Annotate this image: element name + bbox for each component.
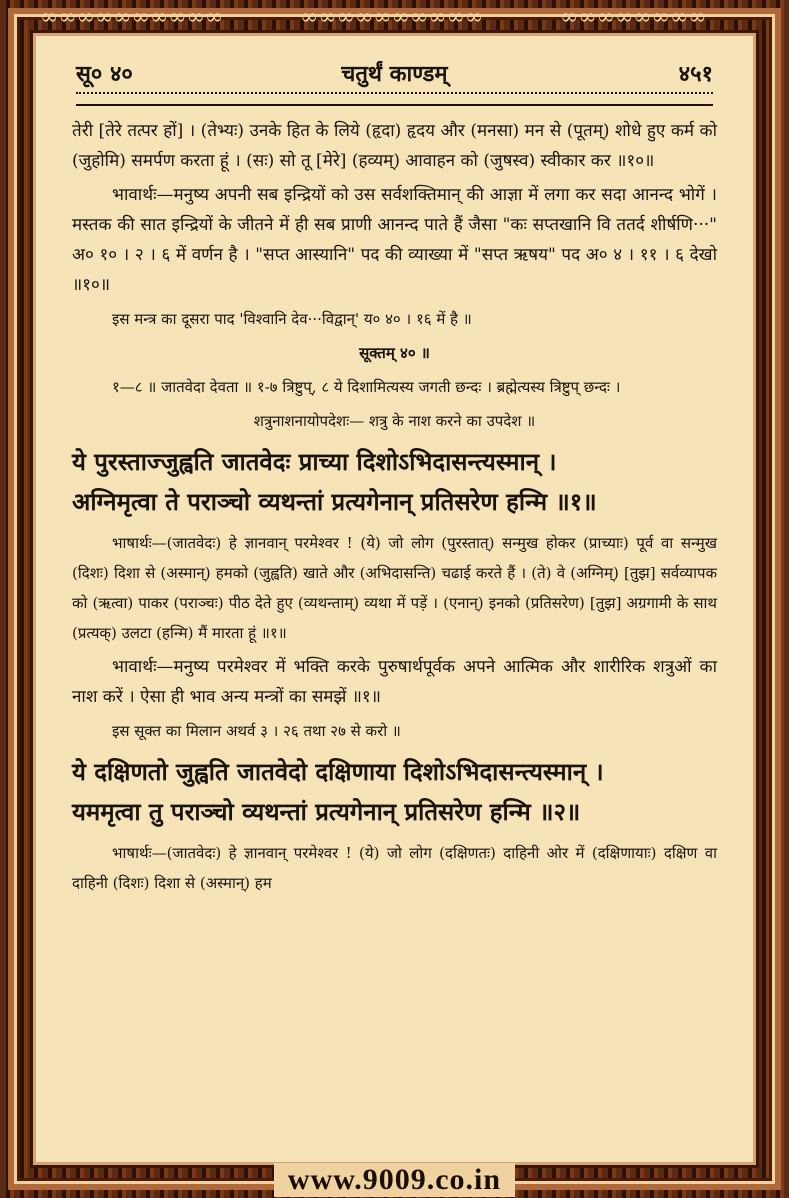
bhavartha-paragraph: भावार्थः—मनुष्य परमेश्वर में भक्ति करके पुरुषार्थपूर्वक अपने आत्मिक और शारीरिक शत्रुओं का नाश करें । ऐसा ही भाव अन्य मन्त्रों का समझें ॥१॥ bbox=[72, 657, 717, 707]
sukta-heading: सूक्तम् ४० ॥ bbox=[359, 344, 430, 362]
mantra-line: यममृत्वा तु पराञ्चो व्यथन्तां प्रत्यगेनान् प्रतिसरेण हन्मि ॥२॥ bbox=[72, 797, 581, 826]
sukta-number: सू० ४० bbox=[76, 61, 133, 87]
upadesha-heading: शत्रुनाशनायोपदेशः— शत्रु के नाश करने का उपदेश ॥ bbox=[253, 412, 536, 430]
mantra-1 bbox=[72, 442, 717, 522]
page-body bbox=[72, 116, 717, 902]
footer-band bbox=[0, 1162, 789, 1198]
bhavartha-paragraph: भावार्थः—मनुष्य अपनी सब इन्द्रियों को उस सर्वशक्तिमान् की आज्ञा में लगा कर सदा आनन्द भोगें । मस्तक की सात इन्द्रियों के जीतने में ही सब प्राणी आनन्द पाते हैं जैसा "कः सप्तखानि वि ततर्द शीर्षणि···" अ० १० । २ । ६ में वर्णन है । "सप्त आस्यानि" पद की व्याख्या में "सप्त ऋषय" पद अ० ४ । ११ । ६ देखो ॥१०॥ bbox=[72, 185, 717, 295]
kanda-title: चतुर्थं काण्डम् bbox=[341, 61, 448, 87]
page-number: ४५१ bbox=[678, 61, 713, 87]
website-link[interactable]: www.9009.co.in bbox=[274, 1163, 515, 1197]
mantra-2 bbox=[72, 752, 717, 832]
bhashartha-paragraph: भाषार्थः—(जातवेदः) हे ज्ञानवान् परमेश्वर ! (ये) जो लोग (पुरस्तात्) सन्मुख होकर (प्राच्याः) पूर्व वा सन्मुख (दिशः) दिशा से (अस्मान्) हमको (जुह्वति) खाते और (अभिदासन्ति) चढाई करते हैं । (ते) वे (अग्निम्) [तुझ] सर्वव्यापक को (ऋत्वा) पाकर (पराञ्चः) पीठ देते हुए (व्यथन्ताम्) व्यथा में पड़ें । (एनान्) इनको (प्रतिसरेण) [तुझ] अग्रगामी के साथ (प्रत्यक्) उलटा (हन्मि) मैं मारता हूं ॥१॥ bbox=[72, 534, 717, 642]
note-paragraph: इस सूक्त का मिलान अथर्व ३ । २६ तथा २७ से करो ॥ bbox=[112, 722, 401, 740]
scroll-ornament-icon: ∞∞∞∞∞∞∞∞∞∞ bbox=[300, 5, 484, 30]
scroll-ornament-icon: ∞∞∞∞∞∞∞∞∞∞ bbox=[40, 5, 224, 30]
header-rule bbox=[76, 92, 713, 106]
book-page bbox=[36, 36, 753, 1162]
mantra-line: ये पुरस्ताज्जुह्वति जातवेदः प्राच्या दिशोऽभिदासन्त्यस्मान् । bbox=[72, 447, 557, 476]
note-paragraph: इस मन्त्र का दूसरा पाद 'विश्वानि देव···विद्वान्' य० ४० । १६ में है ॥ bbox=[112, 310, 472, 328]
top-ornament-band bbox=[0, 0, 789, 36]
devata-chhanda-paragraph: १—८ ॥ जातवेदा देवता ॥ १-७ त्रिष्टुप्, ८ ये दिशामित्यस्य जगती छन्दः । ब्रह्मेत्यस्य त्रिष्टुप् छन्दः । bbox=[112, 378, 621, 396]
scroll-ornament-icon: ∞∞∞∞∞∞∞∞ bbox=[560, 5, 707, 30]
bhashartha-paragraph: भाषार्थः—(जातवेदः) हे ज्ञानवान् परमेश्वर ! (ये) जो लोग (दक्षिणतः) दाहिनी ओर में (दक्षिणायाः) दक्षिण वा दाहिनी (दिशः) दिशा से (अस्मान्) हम bbox=[72, 844, 717, 892]
page-header bbox=[76, 50, 713, 92]
paragraph: तेरी [तेरे तत्पर हों] । (तेभ्यः) उनके हित के लिये (हृदा) हृदय और (मनसा) मन से (पूतम्) शोधे हुए कर्म को (जुहोमि) समर्पण करता हूं । (सः) सो तू [मेरे] (हव्यम्) आवाहन को (जुषस्व) स्वीकार कर ॥१०॥ bbox=[72, 121, 717, 171]
mantra-line: ये दक्षिणतो जुह्वति जातवेदो दक्षिणाया दिशोऽभिदासन्त्यस्मान् । bbox=[72, 757, 604, 786]
mantra-line: अग्निमृत्वा ते पराञ्चो व्यथन्तां प्रत्यगेनान् प्रतिसरेण हन्मि ॥१॥ bbox=[72, 487, 597, 516]
